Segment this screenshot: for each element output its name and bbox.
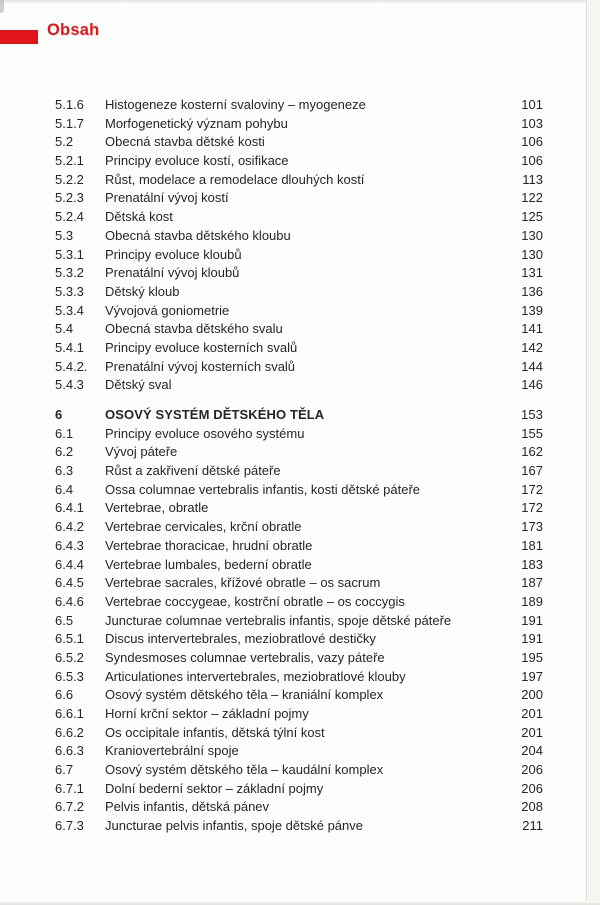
toc-entry-number: 6.7.2	[55, 799, 84, 815]
toc-entry-title: Dětský kloub	[105, 283, 180, 299]
page-title: Obsah	[47, 21, 100, 39]
toc-entry-page: 125	[521, 209, 543, 225]
toc-entry-number: 6.6	[55, 687, 74, 703]
toc-entry-page: 130	[521, 246, 543, 262]
toc-entry-page: 197	[521, 668, 543, 684]
toc-row	[55, 425, 543, 444]
toc-row	[55, 189, 543, 208]
toc-entry-number: 5.2.3	[55, 190, 84, 206]
toc-entry-title: Histogeneze kosterní svaloviny – myogeneze	[105, 97, 366, 112]
toc-row	[55, 376, 543, 395]
toc-entry-title: Juncturae columnae vertebralis infantis, spoje dětské páteře	[105, 612, 452, 628]
toc-entry-title: Dětská kost	[105, 209, 173, 225]
toc-row	[55, 630, 543, 649]
toc-entry-number: 5.4.3	[55, 377, 84, 393]
toc-entry-title: Principy evoluce kostí, osifikace	[105, 153, 289, 169]
toc-entry-number: 5.3.2	[55, 265, 84, 281]
toc-entry-page: 136	[521, 283, 543, 299]
toc-row	[55, 152, 543, 171]
toc-entry-page: 191	[521, 631, 543, 647]
toc-entry-title: Discus intervertebrales, meziobratlové destičky	[105, 631, 376, 647]
toc-entry-title: Růst, modelace a remodelace dlouhých kostí	[105, 171, 365, 187]
toc-entry-title: Pelvis infantis, dětská pánev	[105, 799, 270, 815]
toc-row	[55, 817, 543, 836]
toc-entry-number: 6.6.3	[55, 743, 84, 759]
toc-entry-number: 6.6.2	[55, 724, 84, 740]
toc-entry-title: Obecná stavba dětské kosti	[105, 134, 265, 150]
toc-entry-page: 155	[521, 425, 543, 441]
toc-entry-page: 206	[521, 780, 543, 796]
toc-entry-title: Obecná stavba dětského kloubu	[105, 227, 291, 243]
toc-section-heading-row	[55, 406, 543, 425]
toc-row	[55, 133, 543, 152]
toc-entry-title: Ossa columnae vertebralis infantis, kosti dětské páteře	[105, 481, 421, 497]
toc-row	[55, 171, 543, 190]
toc-entry-number: 6.4.4	[55, 556, 84, 572]
toc-entry-page: 131	[521, 265, 543, 281]
toc-entry-page: 181	[521, 537, 543, 553]
toc-row	[55, 302, 543, 321]
toc-entry-title: Kraniovertebrální spoje	[105, 743, 239, 759]
toc-entry-page: 162	[521, 444, 543, 460]
toc-entry-number: 6.4.1	[55, 500, 84, 516]
toc-entry-page: 172	[521, 481, 543, 497]
toc-entry-number: 5.4.2.	[55, 358, 88, 374]
toc-entry-number: 5.4	[55, 321, 74, 337]
toc-entry-page: 153	[521, 407, 543, 422]
toc-entry-number: 5.1.7	[55, 115, 84, 131]
toc-row	[55, 283, 543, 302]
toc-row	[55, 724, 543, 743]
scan-top-edge	[0, 0, 600, 4]
toc-row	[55, 462, 543, 481]
toc-entry-title: Horní krční sektor – základní pojmy	[105, 706, 309, 721]
toc-row	[55, 358, 543, 377]
toc-row	[55, 593, 543, 612]
toc-row	[55, 320, 543, 339]
toc-entry-title: Juncturae pelvis infantis, spoje dětské pánve	[105, 818, 363, 834]
toc-entry-number: 6.3	[55, 463, 74, 479]
toc-entry-title: Vývojová goniometrie	[105, 302, 230, 318]
toc-entry-page: 201	[521, 706, 543, 721]
toc-entry-title: Os occipitale infantis, dětská týlní kost	[105, 724, 325, 740]
toc-row	[55, 96, 543, 115]
toc-entry-page: 211	[522, 818, 543, 834]
toc-row	[55, 649, 543, 668]
toc-entry-number: 5.1.6	[55, 97, 84, 112]
toc-entry-title: Osový systém dětského těla – kaudální komplex	[105, 762, 384, 778]
toc-row	[55, 339, 543, 358]
table-of-contents	[55, 96, 543, 836]
toc-entry-title: Syndesmoses columnae vertebralis, vazy páteře	[105, 649, 385, 665]
toc-entry-page: 141	[521, 321, 543, 337]
scan-corner-mark	[0, 0, 4, 13]
toc-entry-title: Růst a zakřivení dětské páteře	[105, 463, 281, 479]
toc-row	[55, 556, 543, 575]
toc-row	[55, 780, 543, 799]
toc-entry-page: 187	[521, 575, 543, 591]
toc-entry-page: 200	[521, 687, 543, 703]
toc-entry-title: Vertebrae sacrales, křížové obratle – os sacrum	[105, 575, 381, 591]
toc-entry-number: 6.4.5	[55, 575, 84, 591]
toc-entry-number: 6.4.3	[55, 537, 84, 553]
toc-entry-page: 146	[521, 377, 543, 393]
toc-entry-title: Vertebrae, obratle	[105, 500, 209, 516]
toc-entry-page: 106	[521, 153, 543, 169]
toc-entry-page: 113	[522, 171, 543, 187]
toc-entry-number: 5.3.3	[55, 283, 84, 299]
toc-entry-number: 5.2.4	[55, 209, 84, 225]
toc-row	[55, 798, 543, 817]
toc-row	[55, 761, 543, 780]
toc-row	[55, 668, 543, 687]
toc-entry-number: 6.5.2	[55, 649, 84, 665]
toc-entry-title: Principy evoluce kosterních svalů	[105, 339, 298, 355]
toc-entry-page: 208	[521, 799, 543, 815]
toc-entry-page: 101	[521, 97, 543, 112]
toc-row	[55, 518, 543, 537]
toc-entry-number: 6.1	[55, 425, 74, 441]
toc-entry-title: Prenatální vývoj kosterních svalů	[105, 358, 296, 374]
toc-entry-title: Prenatální vývoj kloubů	[105, 265, 240, 281]
toc-row	[55, 443, 543, 462]
toc-entry-page: 204	[521, 743, 543, 759]
toc-entry-title: Principy evoluce osového systému	[105, 425, 305, 441]
toc-entry-title: Vývoj páteře	[105, 444, 178, 460]
toc-row	[55, 115, 543, 134]
toc-row	[55, 686, 543, 705]
toc-entry-page: 172	[521, 500, 543, 516]
toc-entry-title: Dolní bederní sektor – základní pojmy	[105, 780, 324, 796]
toc-entry-number: 6	[55, 407, 63, 422]
scan-right-margin	[587, 0, 600, 905]
toc-entry-page: 142	[521, 339, 543, 355]
toc-row	[55, 742, 543, 761]
toc-entry-title: Morfogenetický význam pohybu	[105, 115, 288, 131]
toc-entry-page: 139	[521, 302, 543, 318]
toc-row	[55, 705, 543, 724]
toc-entry-title: OSOVÝ SYSTÉM DĚTSKÉHO TĚLA	[105, 407, 325, 422]
toc-entry-title: Obecná stavba dětského svalu	[105, 321, 283, 337]
toc-entry-number: 6.4.6	[55, 593, 84, 609]
toc-row	[55, 227, 543, 246]
toc-entry-title: Vertebrae cervicales, krční obratle	[105, 519, 302, 535]
toc-row	[55, 612, 543, 631]
toc-entry-number: 6.4	[55, 481, 74, 497]
toc-entry-page: 189	[521, 593, 543, 609]
toc-entry-number: 5.4.1	[55, 339, 84, 355]
toc-entry-page: 195	[521, 649, 543, 665]
toc-entry-number: 6.4.2	[55, 519, 84, 535]
toc-entry-title: Vertebrae thoracicae, hrudní obratle	[105, 537, 313, 553]
toc-entry-number: 5.2.1	[55, 153, 84, 169]
toc-row	[55, 208, 543, 227]
toc-entry-number: 6.5	[55, 612, 74, 628]
toc-row	[55, 574, 543, 593]
toc-entry-page: 144	[521, 358, 543, 374]
toc-row	[55, 499, 543, 518]
toc-entry-page: 191	[521, 612, 543, 628]
toc-entry-page: 103	[521, 115, 543, 131]
toc-row	[55, 481, 543, 500]
toc-entry-page: 106	[521, 134, 543, 150]
toc-entry-number: 5.3.4	[55, 302, 84, 318]
toc-entry-number: 6.7.1	[55, 780, 84, 796]
toc-entry-number: 5.2.2	[55, 171, 84, 187]
toc-entry-number: 6.7.3	[55, 818, 84, 834]
toc-entry-page: 130	[521, 227, 543, 243]
toc-entry-number: 6.7	[55, 762, 74, 778]
toc-entry-title: Dětský sval	[105, 377, 172, 393]
toc-entry-page: 183	[521, 556, 543, 572]
toc-entry-page: 173	[521, 519, 543, 535]
scan-bottom-edge	[0, 901, 600, 905]
toc-entry-number: 6.6.1	[55, 706, 84, 721]
toc-entry-number: 6.2	[55, 444, 74, 460]
toc-entry-page: 167	[521, 463, 543, 479]
toc-entry-number: 6.5.1	[55, 631, 84, 647]
toc-entry-title: Prenatální vývoj kostí	[105, 190, 229, 206]
toc-row	[55, 246, 543, 265]
toc-entry-page: 122	[521, 190, 543, 206]
toc-entry-number: 5.3	[55, 227, 74, 243]
toc-entry-title: Vertebrae lumbales, bederní obratle	[105, 556, 312, 572]
header-accent-bar	[0, 30, 38, 44]
scan-page-edge-line	[586, 0, 587, 905]
toc-entry-number: 5.2	[55, 134, 74, 150]
toc-entry-title: Principy evoluce kloubů	[105, 246, 242, 262]
toc-row	[55, 264, 543, 283]
toc-row	[55, 537, 543, 556]
toc-entry-title: Osový systém dětského těla – kraniální komplex	[105, 687, 384, 703]
toc-entry-number: 5.3.1	[55, 246, 84, 262]
toc-entry-number: 6.5.3	[55, 668, 84, 684]
toc-entry-title: Vertebrae coccygeae, kostrční obratle – os coccygis	[105, 593, 405, 609]
toc-entry-page: 206	[521, 762, 543, 778]
toc-entry-title: Articulationes intervertebrales, meziobratlové klouby	[105, 668, 406, 684]
toc-entry-page: 201	[521, 724, 543, 740]
